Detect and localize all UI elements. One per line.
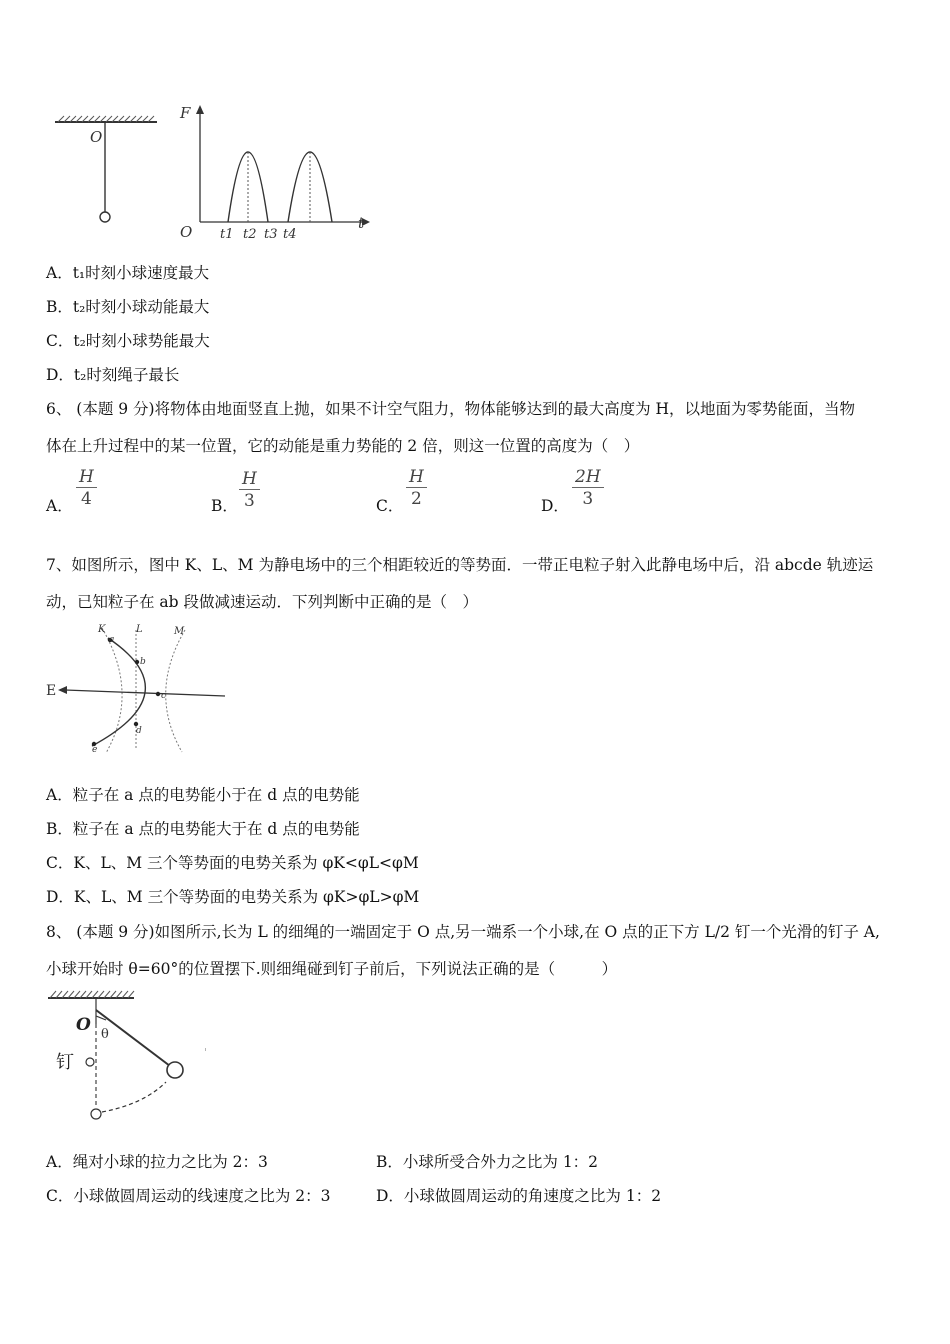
q7-label-k: K <box>98 624 106 635</box>
graph-y-label: F <box>180 104 191 122</box>
q6-option-a-fraction[interactable] <box>76 467 97 510</box>
graph-x-label: t <box>358 214 365 232</box>
pendulum-diagram <box>55 116 157 222</box>
q5-option-c[interactable]: C．t₂时刻小球势能最大 <box>46 332 210 350</box>
q8-pendulum-figure <box>44 986 214 1126</box>
q8-option-a[interactable]: A．绳对小球的拉力之比为 2：3 <box>46 1153 268 1171</box>
q6-c-denominator: 2 <box>411 489 422 509</box>
q6-d-denominator: 3 <box>582 489 594 509</box>
q8-stem-line2: 小球开始时 θ=60°的位置摆下.则细绳碰到钉子前后，下列说法正确的是（ ） <box>46 960 618 978</box>
pendulum-o-label: O <box>90 128 103 146</box>
q6-option-c-label[interactable]: C． <box>376 497 404 515</box>
q5-figure <box>50 100 380 245</box>
q7-stem-line1: 7、如图所示，图中 K、L、M 为静电场中的三个相距较近的等势面．一带正电粒子射入此静电场中后，沿 abcde 轨迹运 <box>46 556 874 574</box>
q6-b-numerator: H <box>239 469 260 490</box>
q7-point-d: d <box>136 726 142 736</box>
q7-point-c: c <box>161 691 167 701</box>
force-time-graph <box>179 104 370 242</box>
q6-stem-line1: 6、 (本题 9 分)将物体由地面竖直上抛，如果不计空气阻力，物体能够达到的最大高度为 H，以地面为零势能面，当物 <box>46 400 856 418</box>
q8-option-c[interactable]: C．小球做圆周运动的线速度之比为 2：3 <box>46 1187 331 1205</box>
tick-t1: t1 <box>220 227 234 242</box>
q6-option-b-fraction[interactable] <box>239 469 260 512</box>
q7-option-d[interactable]: D．K、L、M 三个等势面的电势关系为 φK>φL>φM <box>46 888 420 906</box>
tick-t3: t3 <box>264 227 278 242</box>
tick-t2: t2 <box>243 227 257 242</box>
q6-a-numerator: H <box>76 467 97 488</box>
q6-option-c-fraction[interactable] <box>406 467 427 510</box>
graph-origin-label: O <box>180 223 193 241</box>
q7-point-e: e <box>92 745 98 755</box>
q5-option-b[interactable]: B．t₂时刻小球动能最大 <box>46 298 210 316</box>
q6-b-denominator: 3 <box>244 491 255 511</box>
q8-label-nail: 钉 <box>56 1052 74 1073</box>
q6-option-d-label[interactable]: D． <box>541 497 569 515</box>
q6-option-d-fraction[interactable] <box>572 467 604 510</box>
q6-c-numerator: H <box>406 467 427 488</box>
q6-option-b-label[interactable]: B． <box>211 497 238 515</box>
q8-label-o: O <box>76 1015 91 1035</box>
q5-option-d[interactable]: D．t₂时刻绳子最长 <box>46 366 180 384</box>
q7-option-b[interactable]: B．粒子在 a 点的电势能大于在 d 点的电势能 <box>46 820 360 838</box>
q7-field-figure <box>40 618 240 758</box>
q7-point-a: a <box>109 635 115 645</box>
q7-label-l: L <box>136 624 143 635</box>
q7-label-m: M <box>174 626 185 637</box>
q6-option-a-label[interactable]: A． <box>46 497 73 515</box>
q6-d-numerator: 2H <box>572 467 604 488</box>
q8-label-theta: θ <box>101 1027 109 1042</box>
q5-option-a[interactable]: A．t₁时刻小球速度最大 <box>46 264 210 282</box>
svg-text:': ' <box>204 1046 208 1059</box>
q8-option-d[interactable]: D．小球做圆周运动的角速度之比为 1：2 <box>376 1187 662 1205</box>
q7-option-c[interactable]: C．K、L、M 三个等势面的电势关系为 φK<φL<φM <box>46 854 419 872</box>
q7-stem-line2: 动，已知粒子在 ab 段做减速运动．下列判断中正确的是（ ） <box>46 593 479 611</box>
q6-stem-line2: 体在上升过程中的某一位置，它的动能是重力势能的 2 倍，则这一位置的高度为（ ） <box>46 437 640 455</box>
q8-stem-line1: 8、 (本题 9 分)如图所示,长为 L 的细绳的一端固定于 O 点,另一端系一个小球,在 O 点的正下方 L/2 钉一个光滑的钉子 A, <box>46 923 880 941</box>
q7-option-a[interactable]: A．粒子在 a 点的电势能小于在 d 点的电势能 <box>46 786 360 804</box>
tick-t4: t4 <box>283 227 297 242</box>
q7-label-e-field: E <box>46 683 57 699</box>
q7-point-b: b <box>140 657 146 667</box>
q8-option-b[interactable]: B．小球所受合外力之比为 1：2 <box>376 1153 599 1171</box>
q6-a-denominator: 4 <box>81 489 92 509</box>
